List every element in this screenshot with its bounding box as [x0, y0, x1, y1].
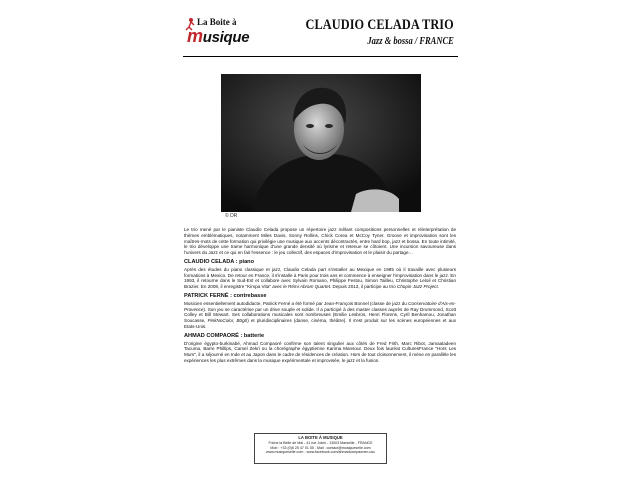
biography: [184, 227, 456, 364]
intro-paragraph: Le trio mené par le pianiste Claudio Celada propose un répertoire jazz mêlant compositions personnelles et réinterprétation de thèmes emblématiques, notamment Miles Davis, Sonny Rollins, Chick Corea et McCoy Tyner. Groove et improvisation sont les maîtres-mots de cette formation qui privilégie une musique aux accents décontractés, entre hard bop, jazz et bossa. En toute intimité, le trio développe une trame harmonique d'une grande densité où lyrisme et retenue se côtoient. Une incursion savoureuse dans l'univers du Jazz et ce qui en fait l'essence : le jeu collectif, des espaces d'improvisation et le plaisir du partage…: [184, 227, 456, 256]
footer-name: LA BOITE À MUSIQUE: [298, 435, 343, 440]
page-subtitle: Jazz & bossa / FRANCE: [367, 36, 454, 47]
header: [273, 17, 454, 47]
page-title: CLAUDIO CELADA TRIO: [305, 17, 454, 33]
header-rule: [183, 56, 458, 57]
section-heading: AHMAD COMPAORÉ : batterie: [184, 332, 265, 339]
photo-credit: © DR: [225, 213, 238, 219]
section-heading: PATRICK FERNÉ : contrebasse: [184, 292, 267, 299]
section-text: D'origine égypto-burkinabé, Ahmad Compaoré confirme son talent singulier aux côtés de Fred Frith, Marc Ribot, Jamaaladeen Tacuma, Barre Phillips, Camel Zekri ou la chorégraphe égyptienne Karima Mansour. Deux fois lauréat CulturesFrance "Hors Les Murs", il a séjourné en Inde et au Japon dans le cadre de résidences de création. Hors de tout cloisonnement, il mène en parallèle les expériences les plus extrêmes dans la musique expérimentale et improvisée, le jazz et la fusion.: [184, 340, 456, 363]
section-heading: CLAUDIO CELADA : piano: [184, 258, 255, 265]
contact-box: [254, 433, 387, 464]
footer-web: www.musiqueselle.com - www.facebook.com/ahmadcompaorem.usc: [265, 450, 376, 455]
footer-address: Friche la Belle de Mai - 41 rue Jobin - 13003 Marseille - FRANCE: [268, 440, 373, 445]
section-text: Musicien essentiellement autodidacte, Patrick Ferné a été formé par Jean-François Bonnel (classe de jazz du Conservatoire d'Aix-en-Provence). Son jeu se caractérise par un drive souple et solide. Il a participé à des master classes auprès de Ray Drummond, Scott Colley et Bill Stewart. Ses collaborations musicales sont nombreuses (Emilie Lesbros, Henri Florens, Cyril Benhamou, Jonathan Soucasse, PinkNoColor, Bōgō) et pluridisciplinaires (danse, cinéma, théâtre). Il s'est produit sur les scènes européennes et aux Etats-Unis.: [184, 300, 456, 329]
footer-contact: Mob : +33 (0)6 25 47 01 55 - Mail : contact@musiqueselle.com: [270, 445, 371, 450]
logo-line2: musique: [187, 26, 250, 46]
artist-photo: [221, 74, 421, 212]
logo: [183, 17, 261, 53]
section-text: Après des études du piano classique et jazz, Claudio Celada part s'installer au Mexique en 1985 où il travaille avec plusieurs formations à Mexico. De retour en France, il s'installe à Paris pour trois ans et commence à enseigner l'improvisation dans le jazz. En 1993, il retourne dans le Sud-Est et collabore avec Sylvain Romano, Philippe Festou, Simon Tailleu, Christophe Leloil et Christian Brazier. En 2008, il enregistre "Kimpa Vita" avec le Rémi Abram Quartet. Depuis 2013, il participe au trio Chopin Jazz Project.: [184, 266, 456, 290]
logo-line1: La Boite à: [197, 17, 237, 27]
